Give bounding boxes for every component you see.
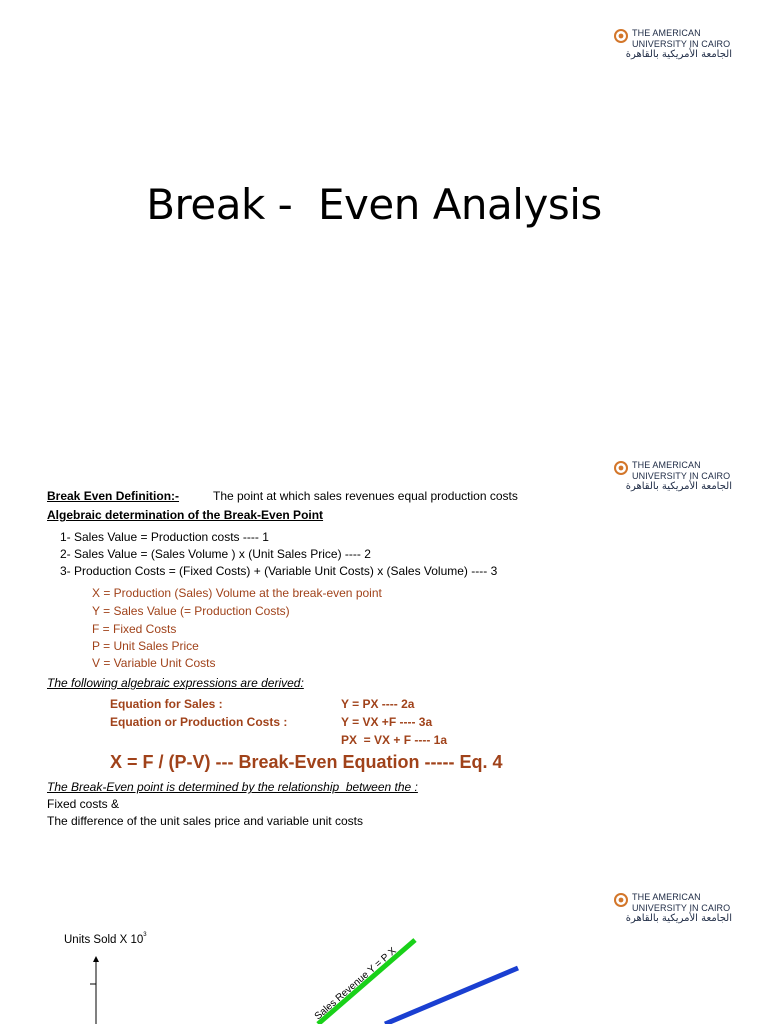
eq-sales-label: Equation for Sales : bbox=[110, 697, 223, 711]
auc-logo bbox=[613, 28, 743, 64]
relationship-item-1: Fixed costs & bbox=[47, 797, 120, 811]
variable-y: Y = Sales Value (= Production Costs) bbox=[92, 604, 290, 618]
variable-v: V = Variable Unit Costs bbox=[92, 656, 216, 670]
logo-line-2: UNIVERSITY IN CAIRO bbox=[632, 903, 731, 913]
title-slide bbox=[0, 0, 768, 430]
chart-series-production-costs bbox=[385, 968, 518, 1024]
logo-line-arabic: الجامعة الأمريكية بالقاهرة bbox=[625, 913, 732, 924]
chart-y-axis-arrow bbox=[93, 956, 99, 962]
step-1: 1- Sales Value = Production costs ---- 1 bbox=[60, 530, 269, 544]
eq-combined: PX = VX + F ---- 1a bbox=[341, 733, 448, 747]
logo-line-arabic: الجامعة الأمريكية بالقاهرة bbox=[625, 481, 732, 492]
definition-label: Break Even Definition:- bbox=[47, 489, 180, 503]
chart-series-sales-revenue bbox=[318, 940, 415, 1024]
relationship-item-2: The difference of the unit sales price and variable unit costs bbox=[47, 814, 363, 828]
variable-f: F = Fixed Costs bbox=[92, 622, 177, 636]
logo-line-1: THE AMERICAN bbox=[632, 28, 701, 38]
break-even-chart bbox=[0, 870, 768, 1024]
chart-slide bbox=[0, 870, 768, 1024]
relationship-intro: The Break-Even point is determined by the relationship between the : bbox=[47, 780, 418, 794]
variable-p: P = Unit Sales Price bbox=[92, 639, 199, 653]
chart-y-axis-label-exponent: 3 bbox=[143, 932, 147, 938]
algebraic-heading: Algebraic determination of the Break-Even Point bbox=[47, 508, 324, 522]
derived-intro: The following algebraic expressions are derived: bbox=[47, 676, 304, 690]
auc-emblem-icon bbox=[613, 28, 629, 46]
eq-costs-label: Equation or Production Costs : bbox=[110, 715, 288, 729]
chart-series-label-sales-revenue: Sales Revenue Y = P X bbox=[312, 945, 399, 1023]
logo-line-2: UNIVERSITY IN CAIRO bbox=[632, 471, 731, 481]
step-3: 3- Production Costs = (Fixed Costs) + (Variable Unit Costs) x (Sales Volume) ---- 3 bbox=[60, 564, 498, 578]
auc-emblem-icon bbox=[613, 460, 629, 478]
logo-line-1: THE AMERICAN bbox=[632, 460, 701, 470]
break-even-equation: X = F / (P-V) --- Break-Even Equation ----- Eq. 4 bbox=[110, 752, 503, 772]
definition-text: The point at which sales revenues equal production costs bbox=[213, 489, 518, 503]
eq-sales-value: Y = PX ---- 2a bbox=[341, 697, 415, 711]
chart-y-axis-label-text: Units Sold X 10 bbox=[64, 934, 144, 946]
variable-x: X = Production (Sales) Volume at the break-even point bbox=[92, 586, 382, 600]
auc-logo bbox=[613, 460, 743, 496]
step-2: 2- Sales Value = (Sales Volume ) x (Unit Sales Price) ---- 2 bbox=[60, 547, 371, 561]
definition-slide bbox=[0, 440, 768, 840]
logo-line-2: UNIVERSITY IN CAIRO bbox=[632, 39, 731, 49]
page-title: Break - Even Analysis bbox=[146, 180, 602, 229]
eq-costs-value: Y = VX +F ---- 3a bbox=[341, 715, 433, 729]
logo-line-arabic: الجامعة الأمريكية بالقاهرة bbox=[625, 49, 732, 60]
logo-line-1: THE AMERICAN bbox=[632, 892, 701, 902]
